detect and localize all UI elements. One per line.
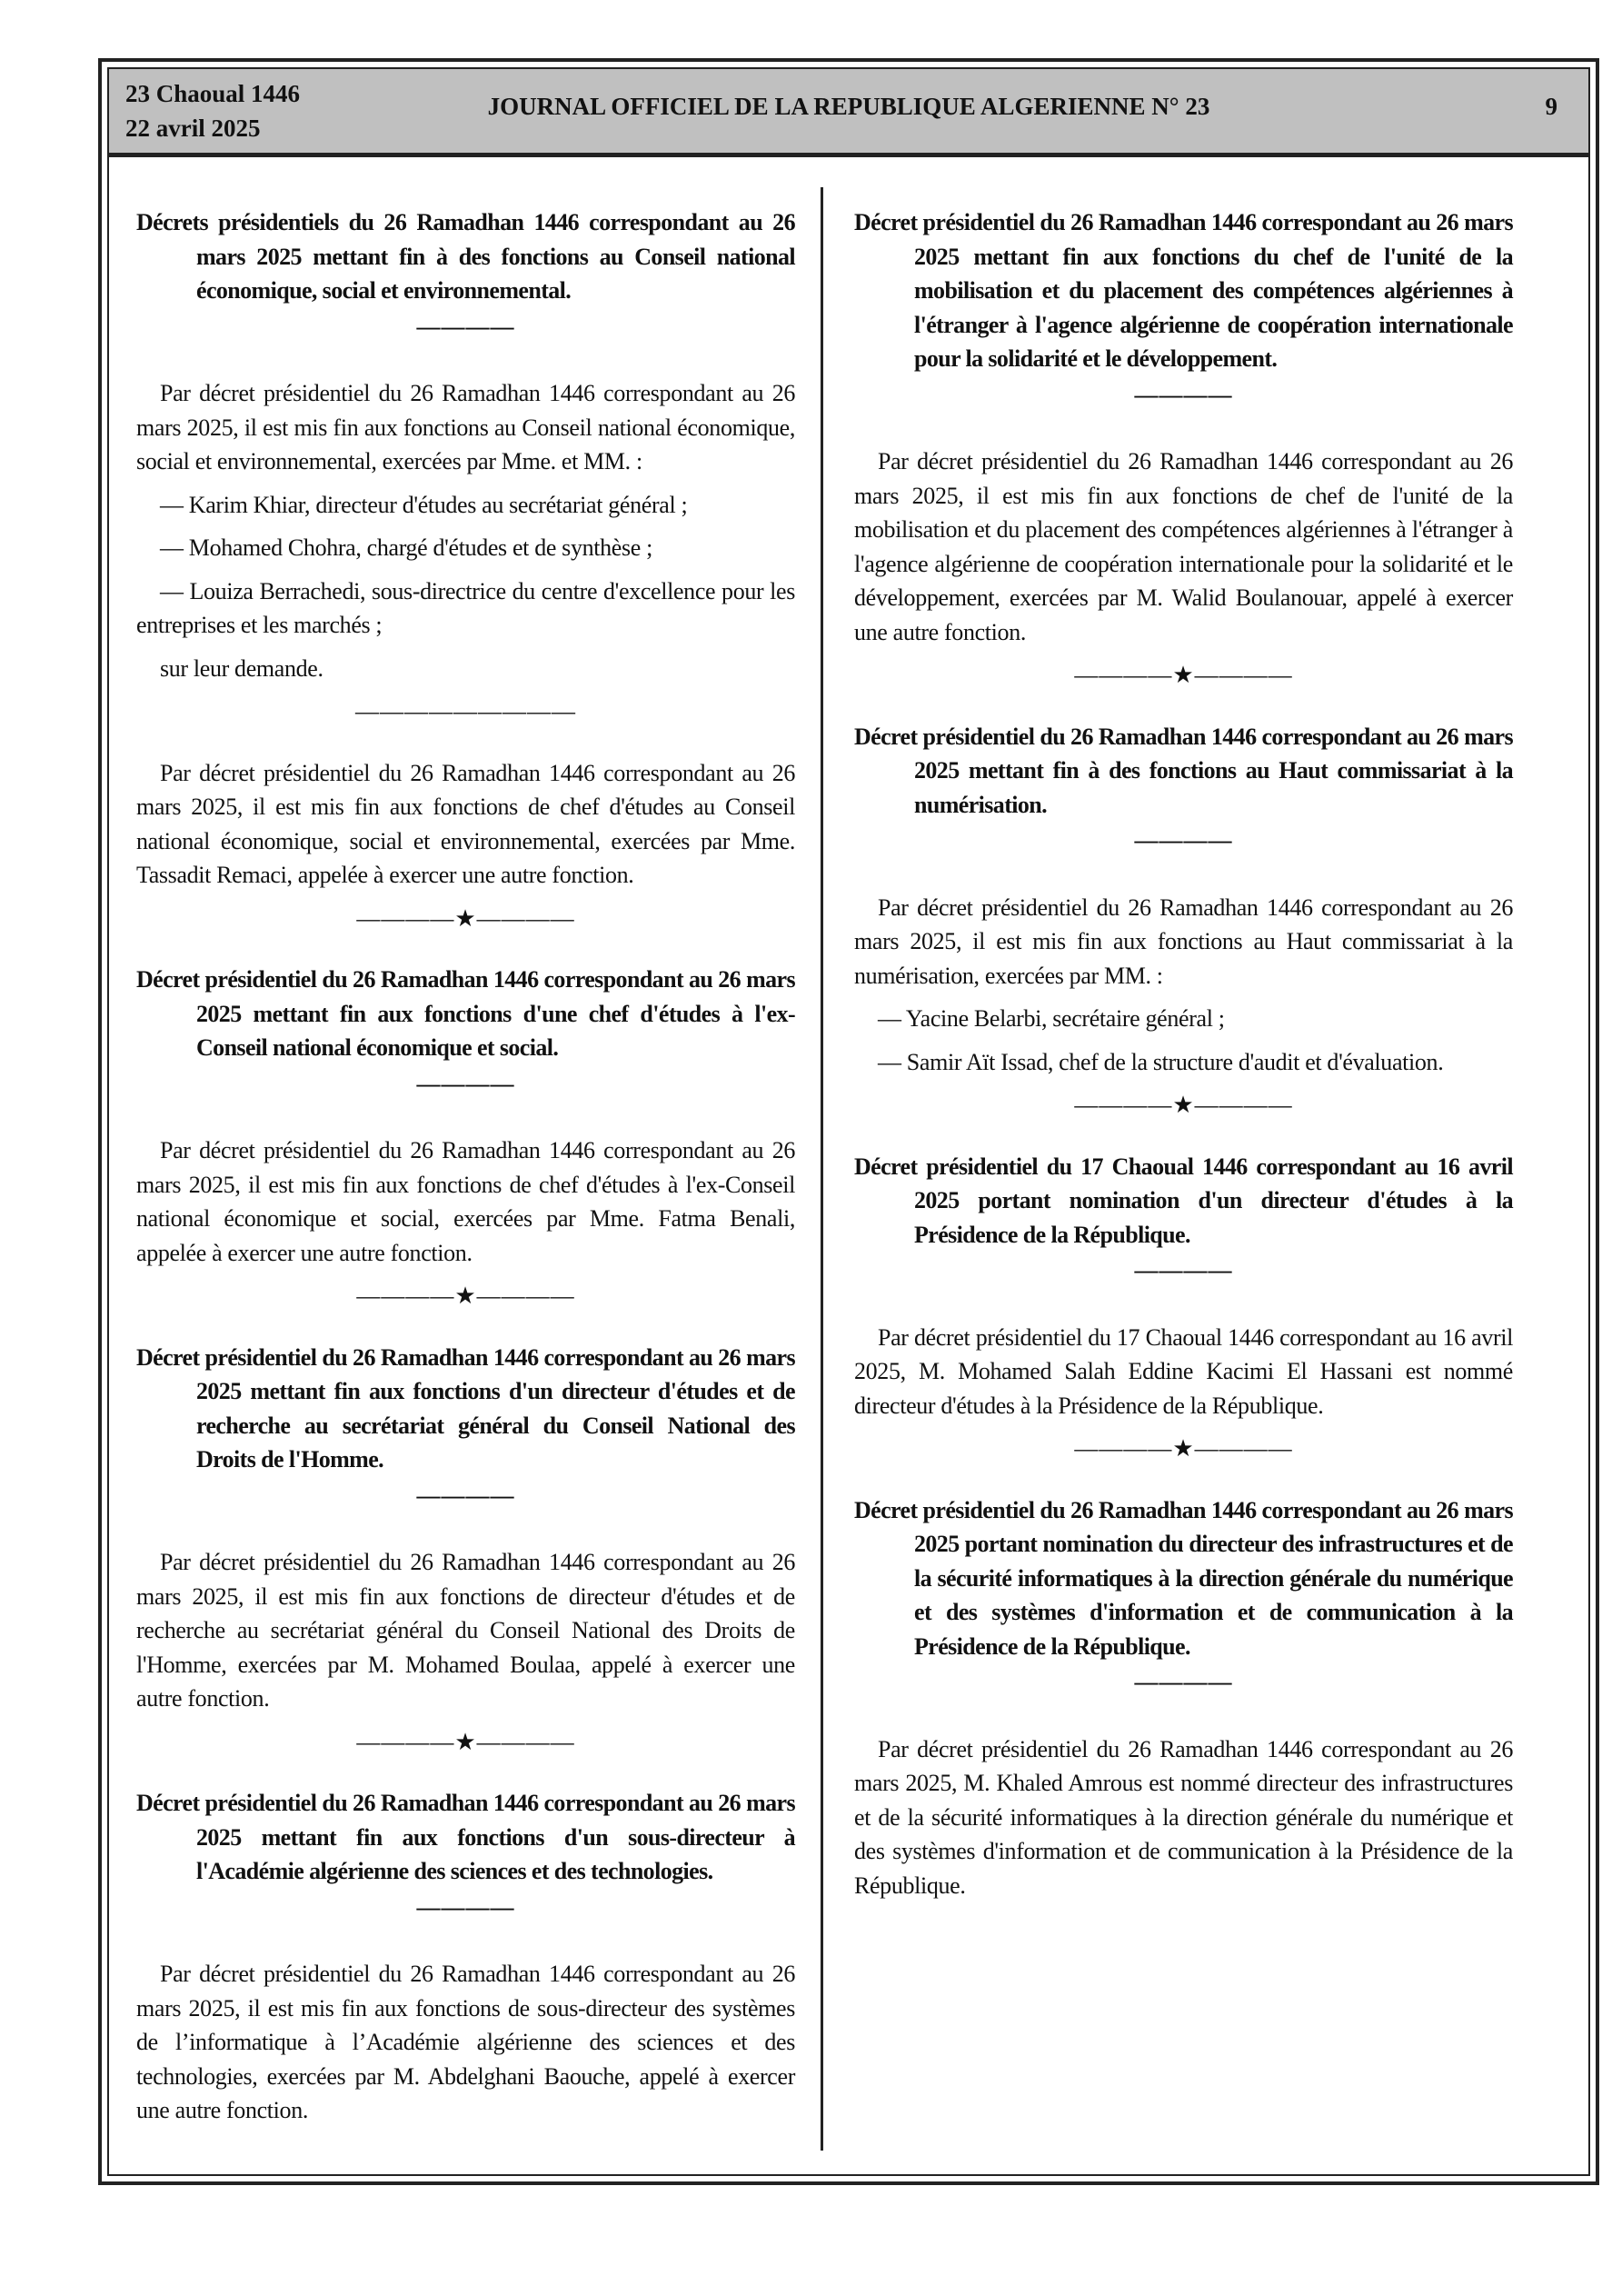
decree-section	[136, 1341, 795, 1760]
heading-separator: ————	[416, 1893, 515, 1921]
decree-paragraph: Par décret présidentiel du 26 Ramadhan 1446 correspondant au 26 mars 2025, il est mis fin aux fonctions au Conseil national économique, social et environnemental, exercées par Mme. et MM. :	[136, 380, 795, 474]
decree-section	[136, 1786, 795, 2128]
decree-paragraph: Par décret présidentiel du 26 Ramadhan 1446 correspondant au 26 mars 2025, il est mis fin aux fonctions de chef d'études à l'ex-Conseil national économique et social, exercées par Mme. Fatma Benali, appelée à exercer une autre fonction.	[136, 1137, 795, 1266]
heading-separator: ————	[416, 1070, 515, 1097]
star-separator: ————★————	[1074, 1092, 1293, 1118]
decree-paragraph: Par décret présidentiel du 26 Ramadhan 1446 correspondant au 26 mars 2025, il est mis fin aux fonctions au Haut commissariat à la numérisation, exercées par MM. :	[854, 893, 1513, 989]
decree-paragraph: Par décret présidentiel du 26 Ramadhan 1446 correspondant au 26 mars 2025, il est mis fin aux fonctions de chef d'études au Conseil national économique, social et environnemental, exercées par Mme. Tassadit Remaci, appelée à exercer une autre fonction.	[136, 759, 795, 888]
journal-header	[109, 69, 1588, 157]
heading-separator: ————	[1134, 1669, 1233, 1695]
list-item: sur leur demande.	[160, 654, 323, 682]
list-item: — Mohamed Chohra, chargé d'études et de synthèse ;	[160, 534, 652, 561]
dash-separator: —————————	[355, 698, 576, 724]
column-divider	[821, 187, 823, 2151]
heading-separator: ————	[1134, 1257, 1233, 1283]
decree-section	[854, 1493, 1513, 1903]
list-item: — Yacine Belarbi, secrétaire général ;	[878, 1005, 1225, 1032]
decree-paragraph: Par décret présidentiel du 26 Ramadhan 1446 correspondant au 26 mars 2025, il est mis fin aux fonctions de directeur d'études et de recherche au secrétariat général du Conseil National des Droits de l'Homme, exercées par M. Mohamed Boulaa, appelé à exercer une autre fonction.	[136, 1549, 795, 1712]
list-item: — Louiza Berrachedi, sous-directrice du centre d'excellence pour les entreprises et les marchés ;	[136, 577, 795, 638]
header-hijri-date: 23 Chaoual 1446	[125, 80, 301, 107]
decree-heading: Décret présidentiel du 26 Ramadhan 1446 correspondant au 26 mars 2025 mettant fin aux fonctions du chef de l'unité de la mobilisation et du placement des compétences algériennes à l'étranger à l'agence algérienne de coopération internationale pour la solidarité et le développement.	[854, 209, 1513, 372]
star-separator: ————★————	[356, 904, 575, 932]
decree-paragraph: Par décret présidentiel du 26 Ramadhan 1446 correspondant au 26 mars 2025, M. Khaled Amrous est nommé directeur des infrastructures et de la sécurité informatiques à la direction générale du numérique et des systèmes d'information et de communication à la Présidence de la République.	[854, 1735, 1513, 1899]
page-frame-inner	[107, 67, 1590, 2176]
header-gregorian-date: 22 avril 2025	[125, 115, 261, 142]
star-separator: ————★————	[1074, 662, 1293, 688]
star-separator: ————★————	[356, 1728, 575, 1755]
star-separator: ————★————	[1074, 1435, 1293, 1462]
list-item: — Samir Aït Issad, chef de la structure d'audit et d'évaluation.	[878, 1048, 1444, 1075]
page-frame	[98, 58, 1599, 2185]
heading-separator: ————	[1134, 827, 1233, 854]
heading-separator: ————	[416, 1482, 515, 1509]
decree-section	[136, 963, 795, 1313]
journal-title: JOURNAL OFFICIEL DE LA REPUBLIQUE ALGERIENNE N° 23	[487, 93, 1210, 120]
right-column	[854, 205, 1513, 1912]
decree-heading: Décret présidentiel du 26 Ramadhan 1446 correspondant au 26 mars 2025 mettant fin aux fonctions d'une chef d'études à l'ex-Conseil national économique et social.	[136, 966, 795, 1061]
list-item: — Karim Khiar, directeur d'études au secrétariat général ;	[160, 491, 688, 518]
decree-heading: Décret présidentiel du 26 Ramadhan 1446 correspondant au 26 mars 2025 mettant fin aux fonctions d'un sous-directeur à l'Académie algérienne des sciences et des technologies.	[136, 1790, 795, 1884]
decree-section	[854, 1150, 1513, 1466]
heading-separator: ————	[416, 313, 515, 340]
star-separator: ————★————	[356, 1283, 575, 1309]
decree-paragraph: Par décret présidentiel du 17 Chaoual 1446 correspondant au 16 avril 2025, M. Mohamed Salah Eddine Kacimi El Hassani est nommé directeur d'études à la Présidence de la République.	[854, 1323, 1513, 1419]
decree-section	[136, 205, 795, 935]
decree-heading: Décrets présidentiels du 26 Ramadhan 1446 correspondant au 26 mars 2025 mettant fin à des fonctions au Conseil national économique, social et environnemental.	[136, 209, 795, 304]
decree-section	[854, 720, 1513, 1123]
decree-heading: Décret présidentiel du 17 Chaoual 1446 correspondant au 16 avril 2025 portant nomination d'un directeur d'études à la Présidence de la République.	[854, 1153, 1513, 1248]
heading-separator: ————	[1134, 381, 1233, 408]
left-column	[136, 205, 795, 2137]
page-number: 9	[1545, 93, 1557, 120]
decree-heading: Décret présidentiel du 26 Ramadhan 1446 correspondant au 26 mars 2025 portant nomination du directeur des infrastructures et de la sécurité informatiques à la direction générale du numérique et des systèmes d'information et de communication à la Présidence de la République.	[854, 1496, 1513, 1660]
decree-paragraph: Par décret présidentiel du 26 Ramadhan 1446 correspondant au 26 mars 2025, il est mis fin aux fonctions de sous-directeur des systèmes de l’informatique à l’Académie algérienne des sciences et des technologies, exercées par M. Abdelghani Baouche, appelé à exercer une autre fonction.	[136, 1961, 795, 2123]
decree-heading: Décret présidentiel du 26 Ramadhan 1446 correspondant au 26 mars 2025 mettant fin à des fonctions au Haut commissariat à la numérisation.	[854, 723, 1513, 818]
decree-section	[854, 205, 1513, 693]
decree-heading: Décret présidentiel du 26 Ramadhan 1446 correspondant au 26 mars 2025 mettant fin aux fonctions d'un directeur d'études et de recherche au secrétariat général du Conseil National des Droits de l'Homme.	[136, 1343, 795, 1472]
decree-paragraph: Par décret présidentiel du 26 Ramadhan 1446 correspondant au 26 mars 2025, il est mis fin aux fonctions de chef de l'unité de la mobilisation et du placement des compétences algériennes à l'étranger à l'agence algérienne de coopération internationale pour la solidarité et le développement, exercées par M. Walid Boulanouar, appelé à exercer une autre fonction.	[854, 448, 1513, 645]
